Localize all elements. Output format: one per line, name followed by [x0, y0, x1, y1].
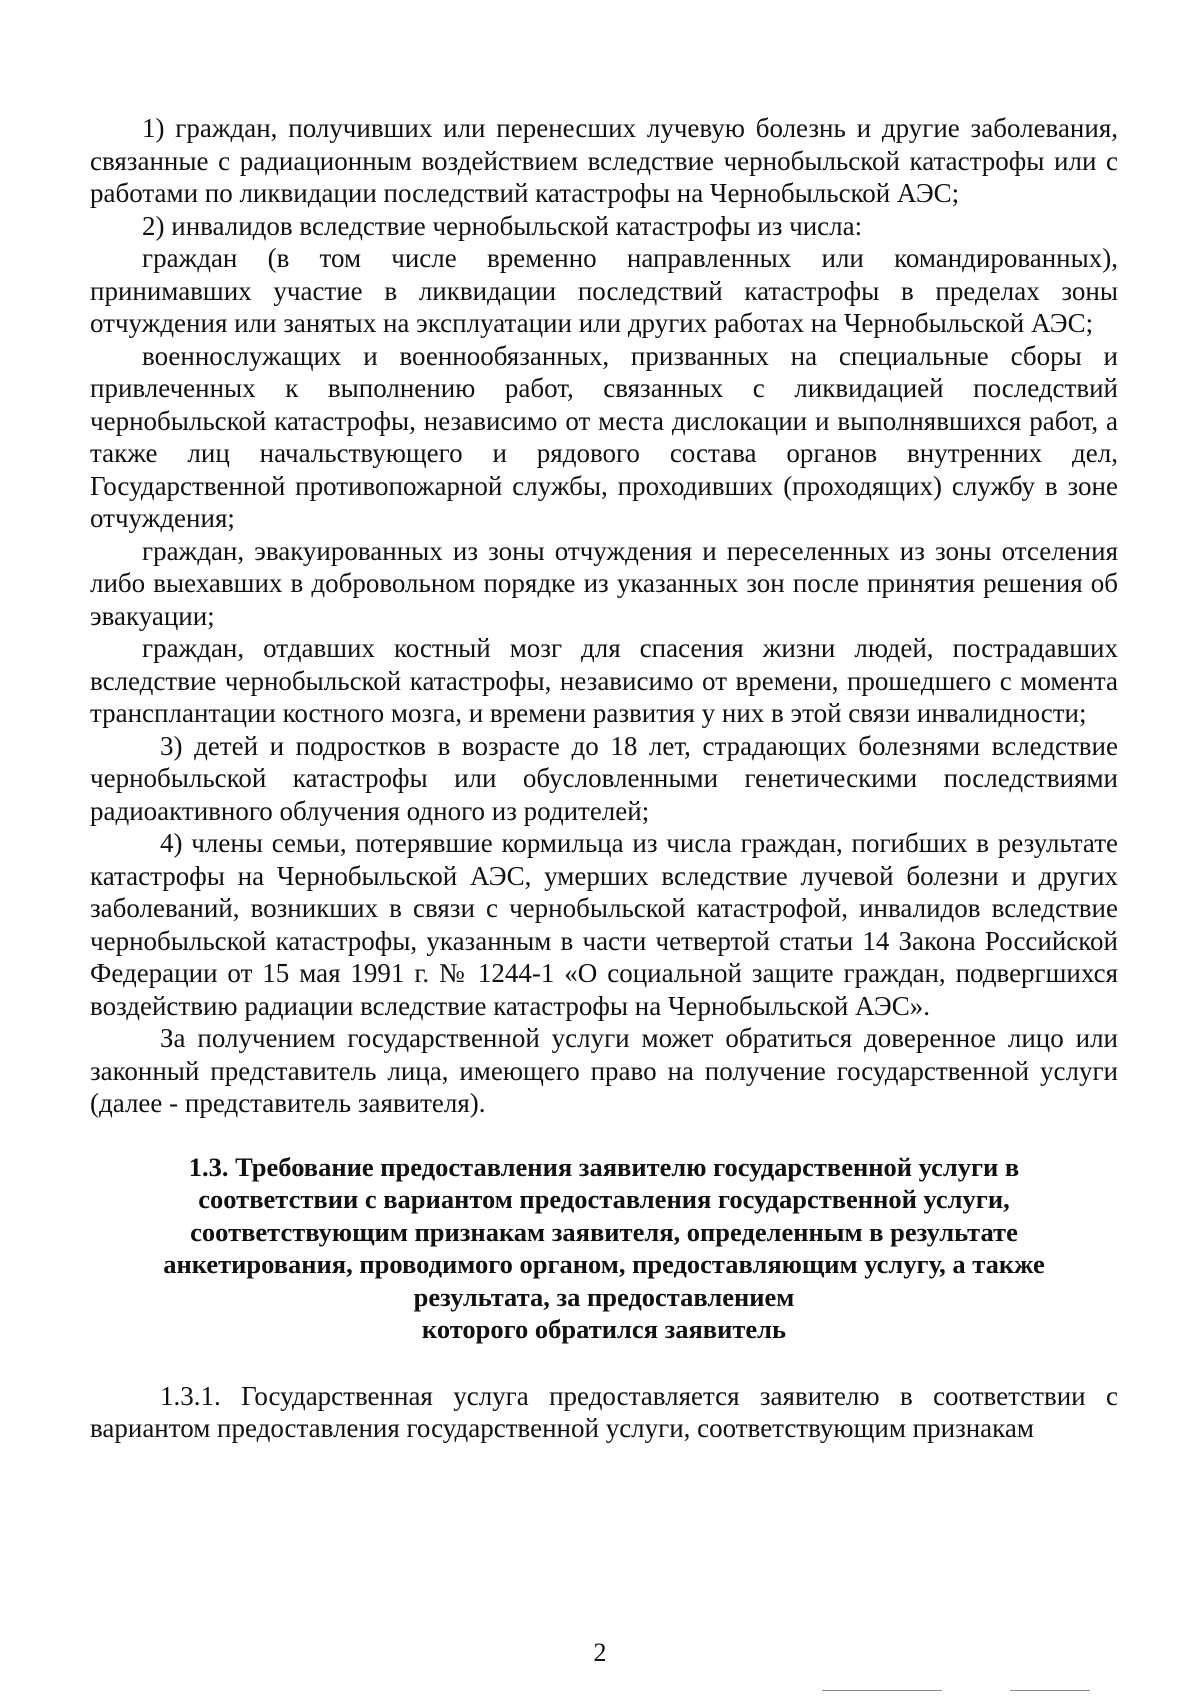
- paragraph-item-2: 2) инвалидов вследствие чернобыльской катастрофы из числа:: [142, 210, 863, 241]
- paragraph-item-3: 3) детей и подростков в возрасте до 18 лет, страдающих болезнями вследствие чернобыльской катастрофы или обусловленными генетическими последствиями радиоактивного облучения одного из родителей;: [90, 730, 1118, 826]
- paragraph-military: военнослужащих и военнообязанных, призванных на специальные сборы и привлеченных к выполнению работ, связанных с ликвидацией последствий чернобыльской катастрофы, независимо от места дислокации и выполнявшихся работ, а также лиц начальствующего и рядового состава органов внутренних дел, Государственной противопожарной службы, проходивших (проходящих) службу в зоне отчуждения;: [90, 340, 1118, 533]
- scan-artifact-line: [822, 1690, 942, 1691]
- paragraph-evacuated: граждан, эвакуированных из зоны отчуждения и переселенных из зоны отселения либо выехавших в добровольном порядке из указанных зон после принятия решения об эвакуации;: [90, 535, 1118, 631]
- section-heading-line: которого обратился заявитель: [421, 1314, 787, 1344]
- paragraph-item-1: 1) граждан, получивших или перенесших лучевую болезнь и другие заболевания, связанные с радиационным воздействием вследствие чернобыльской катастрофы или с работами по ликвидации последствий катастрофы на Чернобыльской АЭС;: [90, 113, 1118, 208]
- section-heading-line: анкетирования, проводимого органом, предоставляющим услугу, а также: [163, 1249, 1045, 1279]
- section-heading-line: результата, за предоставлением: [413, 1281, 795, 1312]
- section-heading-line: соответствии с вариантом предоставления государственной услуги,: [198, 1184, 1010, 1214]
- paragraph-representative: За получением государственной услуги может обратиться доверенное лицо или законный представитель лица, имеющего право на получение государственной услуги (далее - представитель заявителя).: [90, 1023, 1118, 1118]
- document-page: [90, 112, 1118, 1445]
- section-heading-line: соответствующим признакам заявителя, определенным в результате: [190, 1216, 1018, 1247]
- paragraph-item-4: 4) члены семьи, потерявшие кормильца из числа граждан, погибших в результате катастрофы на Чернобыльской АЭС, умерших вследствие лучевой болезни и других заболеваний, возникших в связи с чернобыльской катастрофой, инвалидов вследствие чернобыльской катастрофы, указанным в части четвертой статьи 14 Закона Российской Федерации от 15 мая 1991 г. № 1244-1 «О социальной защите граждан, подвергшихся воздействию радиации вследствие катастрофы на Чернобыльской АЭС».: [90, 828, 1118, 1021]
- section-heading-line: 1.3. Требование предоставления заявителю государственной услуги в: [188, 1151, 1020, 1182]
- page-number: 2: [593, 1638, 607, 1667]
- section-paragraph: 1.3.1. Государственная услуга предоставляется заявителю в соответствии с вариантом предоставления государственной услуги, соответствующим признакам: [90, 1380, 1118, 1443]
- section-heading: [90, 1151, 1118, 1346]
- scan-artifact-line: [1010, 1690, 1090, 1691]
- paragraph-bone-marrow-donors: граждан, отдавших костный мозг для спасения жизни людей, пострадавших вследствие чернобыльской катастрофы, независимо от времени, прошедшего с момента трансплантации костного мозга, и времени развития у них в этой связи инвалидности;: [90, 633, 1118, 728]
- paragraph-liquidators: граждан (в том числе временно направленных или командированных), принимавших участие в ликвидации последствий катастрофы в пределах зоны отчуждения или занятых на эксплуатации или других работах на Чернобыльской АЭС;: [90, 243, 1118, 338]
